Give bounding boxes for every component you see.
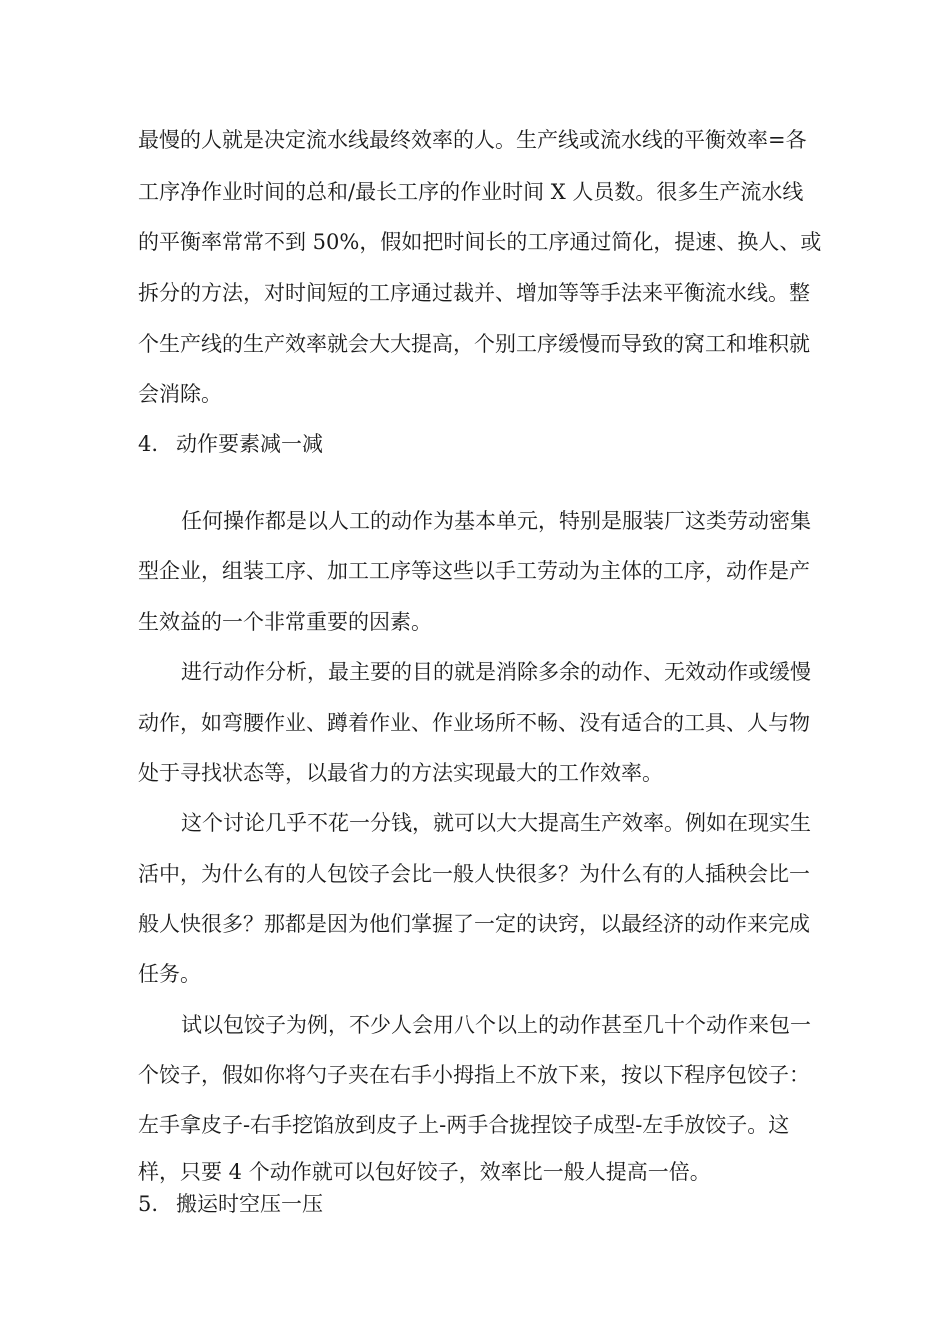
paragraph-4-line-3: 般人快很多？那都是因为他们掌握了一定的诀窍，以最经济的动作来完成 <box>138 912 810 936</box>
paragraph-4-line-1: 这个讨论几乎不花一分钱，就可以大大提高生产效率。例如在现实生 <box>181 811 811 835</box>
section-title: 动作要素减一减 <box>176 432 323 456</box>
paragraph-2-line-1: 任何操作都是以人工的动作为基本单元，特别是服装厂这类劳动密集 <box>181 509 811 533</box>
paragraph-4-line-4: 任务。 <box>138 962 201 986</box>
paragraph-5-line-2: 个饺子，假如你将勺子夹在右手小拇指上不放下来，按以下程序包饺子： <box>138 1063 810 1087</box>
paragraph-1-line-2: 工序净作业时间的总和/最长工序的作业时间 X 人员数。很多生产流水线 <box>138 180 804 204</box>
paragraph-1-line-6: 会消除。 <box>138 382 222 406</box>
paragraph-2-line-2: 型企业，组装工序、加工工序等这些以手工劳动为主体的工序，动作是产 <box>138 559 810 583</box>
paragraph-5-line-1: 试以包饺子为例，不少人会用八个以上的动作甚至几十个动作来包一 <box>181 1013 811 1037</box>
paragraph-5-line-3: 左手拿皮子-右手挖馅放到皮子上-两手合拢捏饺子成型-左手放饺子。这 <box>138 1113 790 1137</box>
paragraph-3-line-3: 处于寻找状态等，以最省力的方法实现最大的工作效率。 <box>138 761 663 785</box>
paragraph-3-line-1: 进行动作分析，最主要的目的就是消除多余的动作、无效动作或缓慢 <box>181 660 811 684</box>
paragraph-1-line-4: 拆分的方法，对时间短的工序通过裁并、增加等等手法来平衡流水线。整 <box>138 281 810 305</box>
paragraph-1-line-3: 的平衡率常常不到 50%，假如把时间长的工序通过简化，提速、换人、或 <box>138 230 822 254</box>
section-number: 5. <box>138 1192 159 1216</box>
paragraph-2-line-3: 生效益的一个非常重要的因素。 <box>138 610 432 634</box>
paragraph-4-line-2: 活中，为什么有的人包饺子会比一般人快很多？为什么有的人插秧会比一 <box>138 862 810 886</box>
section-title: 搬运时空压一压 <box>176 1192 323 1216</box>
section-heading-5 <box>138 1190 323 1218</box>
paragraph-1-line-1: 最慢的人就是决定流水线最终效率的人。生产线或流水线的平衡效率=各 <box>138 128 807 152</box>
paragraph-3-line-2: 动作，如弯腰作业、蹲着作业、作业场所不畅、没有适合的工具、人与物 <box>138 711 810 735</box>
section-heading-4 <box>138 430 323 458</box>
paragraph-5-line-4: 样，只要 4 个动作就可以包好饺子，效率比一般人提高一倍。 <box>138 1160 711 1184</box>
section-number: 4. <box>138 432 159 456</box>
paragraph-1-line-5: 个生产线的生产效率就会大大提高，个别工序缓慢而导致的窝工和堆积就 <box>138 332 810 356</box>
